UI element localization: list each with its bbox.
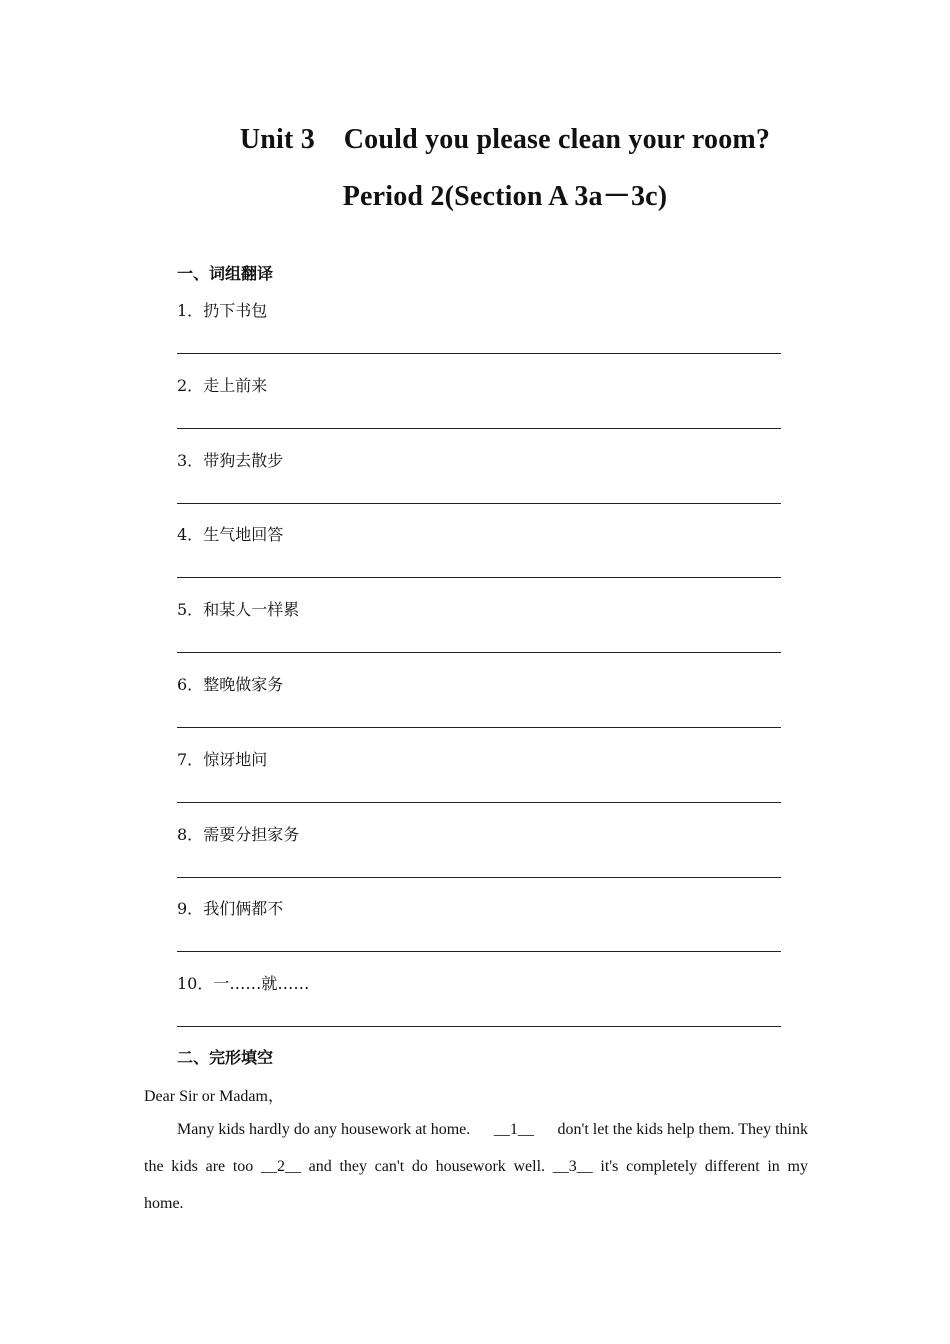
item-text: 我们俩都不	[203, 899, 284, 918]
translation-item	[177, 747, 267, 770]
answer-line[interactable]	[177, 577, 781, 578]
word: housework	[435, 1158, 506, 1175]
line1-text-a: Many kids hardly do any housework at home.	[177, 1121, 471, 1138]
title-line-1: Unit 3 Could you please clean your room?	[239, 124, 771, 155]
salutation: Dear Sir or Madam，	[144, 1088, 284, 1105]
section-2-heading: 二、完形填空	[177, 1048, 274, 1067]
word: they	[339, 1158, 367, 1175]
item-number: 7．	[177, 750, 204, 769]
paragraph-line-3: home.	[144, 1195, 184, 1212]
item-number: 8．	[177, 825, 204, 844]
item-text: 需要分担家务	[203, 825, 300, 844]
word: can't	[374, 1158, 405, 1175]
translation-item	[177, 672, 283, 695]
answer-line[interactable]	[177, 727, 781, 728]
answer-line[interactable]	[177, 1026, 781, 1027]
item-text: 一……就……	[213, 974, 310, 993]
translation-item	[177, 822, 299, 845]
translation-item	[177, 448, 283, 471]
word: it's	[600, 1158, 619, 1175]
word: the	[144, 1158, 164, 1175]
word: do	[411, 1158, 428, 1175]
translation-item	[177, 971, 309, 994]
answer-line[interactable]	[177, 652, 781, 653]
translation-item	[177, 896, 283, 919]
translation-item	[177, 298, 267, 321]
section-1-heading: 一、词组翻译	[177, 264, 274, 283]
paragraph-line-1	[177, 1121, 808, 1139]
item-number: 1．	[177, 301, 204, 320]
word: different	[704, 1158, 760, 1175]
item-number: 4．	[177, 525, 204, 544]
answer-line[interactable]	[177, 503, 781, 504]
item-number: 6．	[177, 675, 204, 694]
item-text: 整晚做家务	[203, 675, 284, 694]
word: kids	[171, 1158, 198, 1175]
translation-item	[177, 597, 299, 620]
answer-line[interactable]	[177, 353, 781, 354]
blank-marker: __3__	[552, 1158, 593, 1175]
answer-line[interactable]	[177, 428, 781, 429]
word: completely	[626, 1158, 698, 1175]
word: and	[308, 1158, 332, 1175]
item-text: 生气地回答	[203, 525, 284, 544]
word: my	[787, 1158, 808, 1175]
word: in	[767, 1158, 780, 1175]
blank-1: __1__	[493, 1121, 534, 1138]
paragraph-line-2	[144, 1158, 808, 1176]
word: are	[205, 1158, 226, 1175]
answer-line[interactable]	[177, 802, 781, 803]
line1-text-b: don't let the kids help them. They think	[557, 1121, 808, 1138]
word: well.	[513, 1158, 546, 1175]
blank-marker: __2__	[260, 1158, 301, 1175]
item-text: 和某人一样累	[203, 600, 300, 619]
item-text: 走上前来	[203, 376, 268, 395]
item-text: 带狗去散步	[203, 451, 284, 470]
item-number: 10．	[177, 974, 214, 993]
item-number: 3．	[177, 451, 204, 470]
item-number: 2．	[177, 376, 204, 395]
item-text: 扔下书包	[203, 301, 268, 320]
answer-line[interactable]	[177, 877, 781, 878]
translation-item	[177, 522, 283, 545]
item-text: 惊讶地问	[203, 750, 268, 769]
translation-item	[177, 373, 267, 396]
item-number: 5．	[177, 600, 204, 619]
word: too	[232, 1158, 254, 1175]
title-line-2: Period 2(Section A 3a－3c)	[342, 181, 668, 212]
answer-line[interactable]	[177, 951, 781, 952]
item-number: 9．	[177, 899, 204, 918]
